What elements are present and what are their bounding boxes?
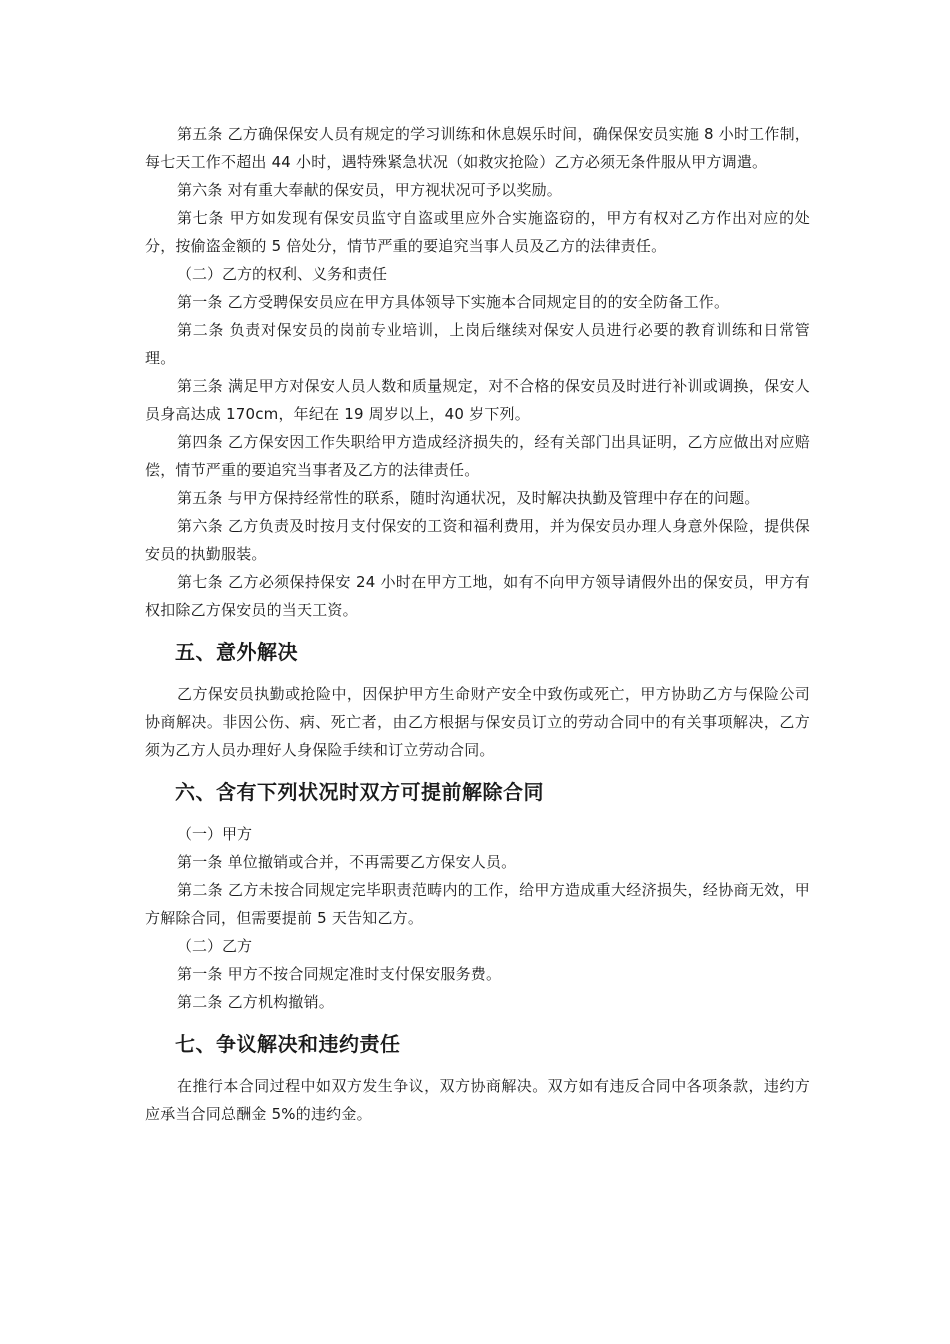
paragraph: 第七条 乙方必须保持保安 24 小时在甲方工地，如有不向甲方领导请假外出的保安员，甲方有权扣除乙方保安员的当天工资。 [145,573,810,619]
paragraph: 第七条 甲方如发现有保安员监守自盗或里应外合实施盗窃的，甲方有权对乙方作出对应的处分，按偷盗金额的 5 倍处分，情节严重的要追究当事人员及乙方的法律责任。 [145,209,810,255]
section-6 [145,778,810,1016]
paragraph: 第五条 乙方确保保安人员有规定的学习训练和休息娱乐时间，确保保安员实施 8 小时工作制，每七天工作不超出 44 小时，遇特殊紧急状况（如救灾抢险）乙方必须无条件服从甲方调遣。 [145,125,810,171]
paragraph: 第五条 与甲方保持经常性的联系，随时沟通状况，及时解决执勤及管理中存在的问题。 [177,489,760,507]
paragraph: 第六条 对有重大奉献的保安员，甲方视状况可予以奖励。 [177,181,562,199]
paragraph: 第三条 满足甲方对保安人员人数和质量规定，对不合格的保安员及时进行补训或调换，保安人员身高达成 170cm，年纪在 19 周岁以上，40 岁下列。 [145,377,810,423]
paragraph: 第六条 乙方负责及时按月支付保安的工资和福利费用，并为保安员办理人身意外保险，提供保安员的执勤服装。 [145,517,810,563]
section-heading: 五、意外解决 [175,640,298,664]
document-page [145,120,810,1128]
subsection-label: （二）乙方的权利、义务和责任 [177,265,388,283]
paragraph: 在推行本合同过程中如双方发生争议，双方协商解决。双方如有违反合同中各项条款，违约方应承当合同总酬金 5%的违约金。 [145,1077,810,1123]
section-heading: 七、争议解决和违约责任 [175,1032,401,1056]
section-4-continued [145,120,810,624]
paragraph: 第二条 乙方未按合同规定完毕职责范畴内的工作，给甲方造成重大经济损失，经协商无效，甲方解除合同，但需要提前 5 天告知乙方。 [145,881,810,927]
paragraph: 第一条 单位撤销或合并，不再需要乙方保安人员。 [177,853,517,871]
paragraph: 第一条 乙方受聘保安员应在甲方具体领导下实施本合同规定目的的安全防备工作。 [177,293,730,311]
paragraph: 第四条 乙方保安因工作失职给甲方造成经济损失的，经有关部门出具证明，乙方应做出对应赔偿，情节严重的要追究当事者及乙方的法律责任。 [145,433,810,479]
section-5 [145,638,810,764]
subsection-label: （一）甲方 [177,825,253,843]
subsection-label: （二）乙方 [177,937,253,955]
paragraph: 乙方保安员执勤或抢险中，因保护甲方生命财产安全中致伤或死亡，甲方协助乙方与保险公司协商解决。非因公伤、病、死亡者，由乙方根据与保安员订立的劳动合同中的有关事项解决，乙方须为乙方人员办理好人身保险手续和订立劳动合同。 [145,685,810,759]
paragraph: 第一条 甲方不按合同规定准时支付保安服务费。 [177,965,502,983]
section-heading: 六、含有下列状况时双方可提前解除合同 [175,780,544,804]
section-7 [145,1030,810,1128]
paragraph: 第二条 负责对保安员的岗前专业培训，上岗后继续对保安人员进行必要的教育训练和日常管理。 [145,321,810,367]
paragraph: 第二条 乙方机构撤销。 [177,993,334,1011]
